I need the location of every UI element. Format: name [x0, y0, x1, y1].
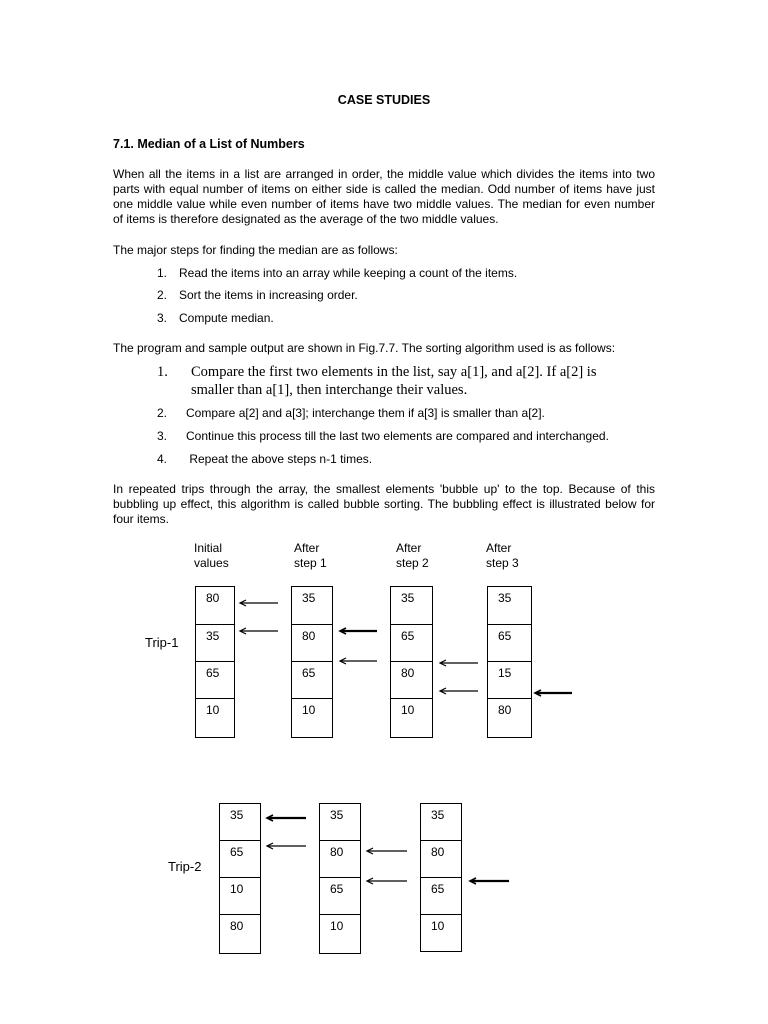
list-text: Compare the first two elements in the list, say a[1], and a[2]. If a[2] is [191, 364, 597, 380]
array-cell: 80 [487, 698, 532, 738]
intro-paragraph: When all the items in a list are arranged in order, the middle value which divides the items into two parts with equal number of items on either side is called the median. Odd number of items have just one middle value while even number of items have two middle values. The median for even number of items is therefore designated as the average of the two middle values. [113, 167, 655, 226]
page-title: CASE STUDIES [337, 93, 431, 107]
list-text: Continue this process till the last two elements are compared and interchanged. [186, 429, 609, 443]
header-line: step 1 [294, 556, 327, 570]
list-text: Compute median. [179, 311, 274, 325]
header-line: values [194, 556, 229, 570]
list-number: 4. [157, 452, 168, 466]
array-cell: 80 [195, 586, 235, 625]
array-cell: 10 [219, 877, 261, 915]
list-number: 2. [157, 406, 168, 420]
list-number: 3. [157, 311, 168, 325]
trip-2-label: Trip-2 [168, 859, 202, 874]
list-text: Read the items into an array while keeping a count of the items. [179, 266, 518, 280]
program-intro: The program and sample output are shown in Fig.7.7. The sorting algorithm used is as follows: [113, 341, 616, 355]
array-cell: 35 [195, 624, 235, 662]
list-number: 3. [157, 429, 168, 443]
array-cell: 35 [291, 586, 333, 625]
array-cell: 10 [291, 698, 333, 738]
array-cell: 80 [319, 840, 361, 878]
array-cell: 80 [390, 661, 433, 699]
array-cell: 35 [219, 803, 261, 841]
array-cell: 35 [319, 803, 361, 841]
array-cell: 35 [420, 803, 462, 841]
major-steps-intro: The major steps for finding the median are as follows: [113, 243, 398, 257]
array-cell: 80 [420, 840, 462, 878]
array-cell: 15 [487, 661, 532, 699]
algo-step-continuation: smaller than a[1], then interchange their values. [191, 382, 468, 398]
header-line: After [396, 541, 422, 555]
array-cell: 10 [420, 914, 462, 952]
array-cell: 10 [319, 914, 361, 954]
array-cell: 65 [195, 661, 235, 699]
header-line: After [486, 541, 512, 555]
header-line: Initial [194, 541, 223, 555]
list-text: Compare a[2] and a[3]; interchange them if a[3] is smaller than a[2]. [186, 406, 545, 420]
list-text: Repeat the above steps n-1 times. [186, 452, 373, 466]
header-line: After [294, 541, 320, 555]
array-cell: 80 [291, 624, 333, 662]
list-number: 1. [157, 364, 168, 380]
array-cell: 65 [390, 624, 433, 662]
array-cell: 10 [390, 698, 433, 738]
array-cell: 65 [291, 661, 333, 699]
list-text: Sort the items in increasing order. [179, 288, 358, 302]
array-cell: 65 [319, 877, 361, 915]
array-cell: 65 [420, 877, 462, 915]
array-cell: 65 [487, 624, 532, 662]
header-line: step 3 [486, 556, 519, 570]
array-cell: 65 [219, 840, 261, 878]
list-number: 2. [157, 288, 168, 302]
list-number: 1. [157, 266, 168, 280]
array-cell: 35 [390, 586, 433, 625]
bubble-paragraph: In repeated trips through the array, the smallest elements 'bubble up' to the top. Because of this bubbling up effect, this algorithm is called bubble sorting. The bubbling effect is illustrated below for four items. [113, 482, 655, 526]
array-cell: 10 [195, 698, 235, 738]
section-heading: 7.1. Median of a List of Numbers [113, 137, 305, 151]
trip-1-label: Trip-1 [145, 635, 179, 650]
array-cell: 35 [487, 586, 532, 625]
header-line: step 2 [396, 556, 429, 570]
array-cell: 80 [219, 914, 261, 954]
